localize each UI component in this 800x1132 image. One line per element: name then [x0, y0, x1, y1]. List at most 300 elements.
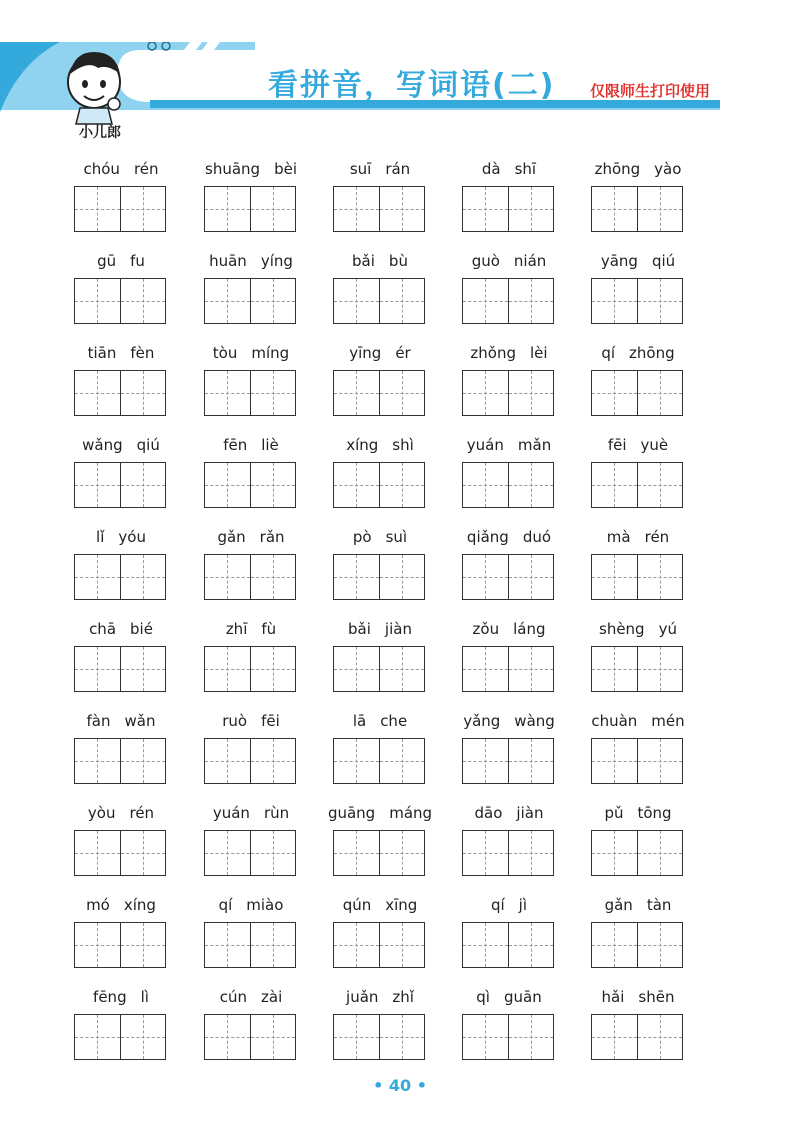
- tianzige-cell[interactable]: [205, 463, 250, 507]
- tianzige-cell[interactable]: [120, 647, 166, 691]
- tianzige-cell[interactable]: [463, 555, 508, 599]
- pinyin-label: [60, 528, 182, 546]
- exercise-item: [591, 894, 685, 974]
- pinyin-label: [190, 344, 312, 362]
- tianzige-cell[interactable]: [379, 555, 425, 599]
- tianzige-cell[interactable]: [508, 463, 554, 507]
- exercise-item: [591, 158, 685, 238]
- tianzige-cell[interactable]: [250, 831, 296, 875]
- pinyin-syllable: shēn: [638, 988, 675, 1006]
- writing-box-pair[interactable]: [591, 646, 683, 692]
- tianzige-cell[interactable]: [120, 1015, 166, 1059]
- pinyin-syllable: jiàn: [516, 804, 544, 822]
- tianzige-cell[interactable]: [592, 371, 637, 415]
- tianzige-cell[interactable]: [334, 555, 379, 599]
- pinyin-syllable: juǎn: [346, 988, 379, 1006]
- tianzige-cell[interactable]: [75, 739, 120, 783]
- pinyin-label: [577, 804, 699, 822]
- exercise-item: [591, 250, 685, 330]
- tianzige-cell[interactable]: [334, 647, 379, 691]
- tianzige-cell[interactable]: [250, 371, 296, 415]
- tianzige-cell[interactable]: [463, 739, 508, 783]
- writing-box-pair[interactable]: [591, 462, 683, 508]
- writing-box-pair[interactable]: [591, 830, 683, 876]
- pinyin-syllable: lā: [352, 712, 367, 730]
- pinyin-label: [190, 252, 312, 270]
- pinyin-syllable: xíng: [346, 436, 379, 454]
- exercise-item: [462, 618, 556, 698]
- tianzige-cell[interactable]: [120, 463, 166, 507]
- tianzige-cell[interactable]: [592, 1015, 637, 1059]
- tianzige-cell[interactable]: [508, 279, 554, 323]
- pinyin-syllable: fēn: [223, 436, 248, 454]
- writing-box-pair[interactable]: [74, 646, 166, 692]
- tianzige-cell[interactable]: [637, 279, 683, 323]
- pinyin-syllable: dà: [481, 160, 501, 178]
- tianzige-cell[interactable]: [592, 463, 637, 507]
- pinyin-syllable: chuàn: [591, 712, 638, 730]
- tianzige-cell[interactable]: [205, 1015, 250, 1059]
- exercise-item: [74, 986, 168, 1066]
- writing-box-pair[interactable]: [591, 186, 683, 232]
- writing-box-pair[interactable]: [462, 186, 554, 232]
- pinyin-syllable: fēng: [93, 988, 127, 1006]
- tianzige-cell[interactable]: [379, 647, 425, 691]
- pinyin-syllable: fù: [261, 620, 277, 638]
- writing-box-pair[interactable]: [333, 186, 425, 232]
- writing-box-pair[interactable]: [462, 462, 554, 508]
- pinyin-syllable: qí: [218, 896, 233, 914]
- pinyin-label: [60, 252, 182, 270]
- exercise-item: [74, 618, 168, 698]
- writing-box-pair[interactable]: [333, 278, 425, 324]
- pinyin-label: [319, 160, 441, 178]
- tianzige-cell[interactable]: [75, 647, 120, 691]
- tianzige-cell[interactable]: [508, 371, 554, 415]
- writing-box-pair[interactable]: [591, 922, 683, 968]
- tianzige-cell[interactable]: [379, 463, 425, 507]
- writing-box-pair[interactable]: [333, 462, 425, 508]
- pinyin-syllable: miào: [246, 896, 284, 914]
- tianzige-cell[interactable]: [205, 371, 250, 415]
- tianzige-cell[interactable]: [637, 187, 683, 231]
- tianzige-cell[interactable]: [334, 831, 379, 875]
- pinyin-syllable: mó: [86, 896, 110, 914]
- writing-box-pair[interactable]: [333, 370, 425, 416]
- tianzige-cell[interactable]: [205, 831, 250, 875]
- pinyin-syllable: yòu: [87, 804, 116, 822]
- pinyin-syllable: xíng: [123, 896, 156, 914]
- writing-box-pair[interactable]: [591, 1014, 683, 1060]
- tianzige-cell[interactable]: [592, 279, 637, 323]
- tianzige-cell[interactable]: [379, 1015, 425, 1059]
- tianzige-cell[interactable]: [463, 463, 508, 507]
- pinyin-label: [448, 528, 570, 546]
- tianzige-cell[interactable]: [120, 739, 166, 783]
- pinyin-syllable: suī: [349, 160, 372, 178]
- exercise-item: [74, 342, 168, 422]
- exercise-item: [333, 250, 427, 330]
- pinyin-syllable: shèng: [599, 620, 645, 638]
- pinyin-syllable: bèi: [274, 160, 297, 178]
- pinyin-label: [577, 620, 699, 638]
- tianzige-cell[interactable]: [463, 831, 508, 875]
- exercise-item: [333, 894, 427, 974]
- pinyin-syllable: yāng: [600, 252, 638, 270]
- tianzige-cell[interactable]: [120, 555, 166, 599]
- tianzige-cell[interactable]: [463, 923, 508, 967]
- pinyin-syllable: rén: [129, 804, 155, 822]
- exercise-item: [204, 158, 298, 238]
- pinyin-label: [319, 804, 441, 822]
- tianzige-cell[interactable]: [508, 647, 554, 691]
- exercise-item: [204, 894, 298, 974]
- pinyin-label: [190, 988, 312, 1006]
- tianzige-cell[interactable]: [592, 187, 637, 231]
- tianzige-cell[interactable]: [379, 831, 425, 875]
- writing-box-pair[interactable]: [333, 738, 425, 784]
- tianzige-cell[interactable]: [250, 463, 296, 507]
- exercise-item: [74, 250, 168, 330]
- tianzige-cell[interactable]: [379, 371, 425, 415]
- exercise-item: [591, 434, 685, 514]
- writing-box-pair[interactable]: [74, 738, 166, 784]
- writing-box-pair[interactable]: [462, 738, 554, 784]
- pinyin-syllable: tiān: [87, 344, 117, 362]
- tianzige-cell[interactable]: [250, 647, 296, 691]
- pinyin-label: [60, 160, 182, 178]
- tianzige-cell[interactable]: [75, 1015, 120, 1059]
- tianzige-cell[interactable]: [379, 279, 425, 323]
- pinyin-syllable: hǎi: [601, 988, 625, 1006]
- writing-box-pair[interactable]: [204, 922, 296, 968]
- exercise-item: [74, 802, 168, 882]
- pinyin-syllable: liè: [261, 436, 279, 454]
- pinyin-syllable: lì: [140, 988, 149, 1006]
- exercise-item: [74, 710, 168, 790]
- mascot-label: 小儿郎: [79, 125, 121, 141]
- tianzige-cell[interactable]: [75, 279, 120, 323]
- pinyin-syllable: pǔ: [604, 804, 624, 822]
- pinyin-syllable: ruò: [222, 712, 248, 730]
- pinyin-syllable: rùn: [263, 804, 290, 822]
- pinyin-syllable: láng: [513, 620, 546, 638]
- pinyin-label: [577, 436, 699, 454]
- pinyin-syllable: xīng: [385, 896, 418, 914]
- writing-box-pair[interactable]: [74, 554, 166, 600]
- writing-box-pair[interactable]: [204, 462, 296, 508]
- pinyin-label: [190, 436, 312, 454]
- pinyin-label: [60, 436, 182, 454]
- exercise-item: [74, 526, 168, 606]
- tianzige-cell[interactable]: [637, 647, 683, 691]
- tianzige-cell[interactable]: [205, 647, 250, 691]
- tianzige-cell[interactable]: [334, 371, 379, 415]
- writing-box-pair[interactable]: [333, 554, 425, 600]
- exercise-item: [333, 710, 427, 790]
- tianzige-cell[interactable]: [379, 187, 425, 231]
- writing-box-pair[interactable]: [462, 830, 554, 876]
- tianzige-cell[interactable]: [75, 555, 120, 599]
- pinyin-label: [190, 620, 312, 638]
- pinyin-syllable: yuè: [640, 436, 669, 454]
- tianzige-cell[interactable]: [592, 923, 637, 967]
- writing-box-pair[interactable]: [591, 738, 683, 784]
- pinyin-syllable: fèn: [130, 344, 155, 362]
- pinyin-label: [448, 252, 570, 270]
- pinyin-syllable: wàng: [514, 712, 555, 730]
- writing-box-pair[interactable]: [74, 830, 166, 876]
- tianzige-cell[interactable]: [379, 923, 425, 967]
- tianzige-cell[interactable]: [463, 1015, 508, 1059]
- writing-box-pair[interactable]: [204, 830, 296, 876]
- pinyin-label: [319, 344, 441, 362]
- tianzige-cell[interactable]: [334, 739, 379, 783]
- pinyin-label: [448, 712, 570, 730]
- tianzige-cell[interactable]: [637, 831, 683, 875]
- tianzige-cell[interactable]: [205, 739, 250, 783]
- exercise-item: [462, 158, 556, 238]
- pinyin-syllable: jì: [518, 896, 528, 914]
- tianzige-cell[interactable]: [334, 463, 379, 507]
- writing-box-pair[interactable]: [333, 1014, 425, 1060]
- exercise-item: [204, 250, 298, 330]
- writing-box-pair[interactable]: [333, 830, 425, 876]
- pinyin-syllable: che: [380, 712, 408, 730]
- tianzige-cell[interactable]: [120, 831, 166, 875]
- writing-box-pair[interactable]: [74, 1014, 166, 1060]
- pinyin-syllable: duó: [522, 528, 552, 546]
- pinyin-syllable: qiú: [136, 436, 160, 454]
- pinyin-syllable: yíng: [260, 252, 293, 270]
- tianzige-cell[interactable]: [334, 1015, 379, 1059]
- pinyin-syllable: bǎi: [352, 252, 375, 270]
- tianzige-cell[interactable]: [508, 739, 554, 783]
- writing-box-pair[interactable]: [204, 278, 296, 324]
- tianzige-cell[interactable]: [75, 463, 120, 507]
- tianzige-cell[interactable]: [250, 923, 296, 967]
- pinyin-syllable: wǎn: [124, 712, 156, 730]
- pinyin-label: [319, 436, 441, 454]
- tianzige-cell[interactable]: [508, 187, 554, 231]
- pinyin-syllable: tōng: [637, 804, 672, 822]
- exercise-item: [462, 526, 556, 606]
- writing-box-pair[interactable]: [204, 1014, 296, 1060]
- tianzige-cell[interactable]: [637, 463, 683, 507]
- tianzige-cell[interactable]: [120, 923, 166, 967]
- pinyin-label: [448, 436, 570, 454]
- writing-box-pair[interactable]: [591, 554, 683, 600]
- pinyin-syllable: bǎi: [348, 620, 371, 638]
- tianzige-cell[interactable]: [637, 739, 683, 783]
- exercise-item: [462, 710, 556, 790]
- exercise-item: [333, 618, 427, 698]
- pinyin-label: [190, 712, 312, 730]
- pinyin-syllable: lèi: [530, 344, 548, 362]
- tianzige-cell[interactable]: [75, 187, 120, 231]
- pinyin-label: [319, 528, 441, 546]
- writing-box-pair[interactable]: [591, 370, 683, 416]
- pinyin-syllable: yǎng: [463, 712, 501, 730]
- tianzige-cell[interactable]: [250, 555, 296, 599]
- writing-box-pair[interactable]: [74, 278, 166, 324]
- writing-box-pair[interactable]: [462, 922, 554, 968]
- tianzige-cell[interactable]: [592, 647, 637, 691]
- pinyin-label: [577, 160, 699, 178]
- pinyin-syllable: máng: [389, 804, 433, 822]
- tianzige-cell[interactable]: [379, 739, 425, 783]
- writing-box-pair[interactable]: [462, 554, 554, 600]
- exercise-item: [591, 802, 685, 882]
- exercise-item: [462, 894, 556, 974]
- print-notice: 仅限师生打印使用: [590, 82, 711, 100]
- pinyin-label: [577, 528, 699, 546]
- writing-box-pair[interactable]: [333, 922, 425, 968]
- tianzige-cell[interactable]: [637, 1015, 683, 1059]
- tianzige-cell[interactable]: [592, 555, 637, 599]
- exercise-item: [462, 250, 556, 330]
- tianzige-cell[interactable]: [205, 187, 250, 231]
- exercise-item: [74, 894, 168, 974]
- writing-box-pair[interactable]: [462, 1014, 554, 1060]
- pinyin-label: [319, 620, 441, 638]
- pinyin-label: [448, 988, 570, 1006]
- tianzige-cell[interactable]: [463, 279, 508, 323]
- writing-box-pair[interactable]: [333, 646, 425, 692]
- tianzige-cell[interactable]: [250, 279, 296, 323]
- pinyin-label: [448, 896, 570, 914]
- pinyin-syllable: yú: [658, 620, 677, 638]
- pinyin-syllable: jiàn: [384, 620, 412, 638]
- pinyin-syllable: bié: [130, 620, 153, 638]
- tianzige-cell[interactable]: [75, 923, 120, 967]
- pinyin-label: [577, 252, 699, 270]
- pinyin-label: [577, 712, 699, 730]
- writing-box-pair[interactable]: [204, 370, 296, 416]
- tianzige-cell[interactable]: [637, 923, 683, 967]
- tianzige-cell[interactable]: [463, 647, 508, 691]
- pinyin-syllable: tòu: [212, 344, 238, 362]
- tianzige-cell[interactable]: [637, 371, 683, 415]
- tianzige-cell[interactable]: [120, 279, 166, 323]
- exercise-item: [591, 342, 685, 422]
- tianzige-cell[interactable]: [334, 923, 379, 967]
- exercise-item: [333, 158, 427, 238]
- exercise-item: [591, 526, 685, 606]
- pinyin-syllable: shì: [392, 436, 414, 454]
- writing-box-pair[interactable]: [74, 462, 166, 508]
- tianzige-cell[interactable]: [205, 279, 250, 323]
- pinyin-syllable: huān: [209, 252, 247, 270]
- pinyin-label: [60, 344, 182, 362]
- tianzige-cell[interactable]: [508, 923, 554, 967]
- pinyin-label: [60, 804, 182, 822]
- pinyin-syllable: qí: [490, 896, 505, 914]
- exercise-item: [204, 986, 298, 1066]
- writing-box-pair[interactable]: [74, 370, 166, 416]
- pinyin-syllable: guān: [503, 988, 542, 1006]
- pinyin-syllable: yuán: [212, 804, 250, 822]
- pinyin-syllable: guāng: [327, 804, 376, 822]
- pinyin-syllable: wǎng: [82, 436, 123, 454]
- page-title: 看拼音，写词语(二): [268, 68, 556, 103]
- tianzige-cell[interactable]: [120, 187, 166, 231]
- tianzige-cell[interactable]: [250, 739, 296, 783]
- tianzige-cell[interactable]: [205, 923, 250, 967]
- tianzige-cell[interactable]: [592, 831, 637, 875]
- writing-box-pair[interactable]: [462, 646, 554, 692]
- pinyin-label: [577, 988, 699, 1006]
- exercise-item: [333, 434, 427, 514]
- tianzige-cell[interactable]: [75, 831, 120, 875]
- pinyin-syllable: rén: [644, 528, 670, 546]
- pinyin-syllable: yīng: [349, 344, 382, 362]
- pinyin-syllable: rén: [133, 160, 159, 178]
- writing-box-pair[interactable]: [462, 370, 554, 416]
- tianzige-cell[interactable]: [463, 187, 508, 231]
- pinyin-syllable: mà: [606, 528, 631, 546]
- tianzige-cell[interactable]: [250, 187, 296, 231]
- tianzige-cell[interactable]: [637, 555, 683, 599]
- exercise-item: [591, 710, 685, 790]
- writing-box-pair[interactable]: [204, 554, 296, 600]
- pinyin-label: [60, 620, 182, 638]
- writing-box-pair[interactable]: [74, 186, 166, 232]
- exercise-item: [204, 710, 298, 790]
- pinyin-syllable: lǐ: [96, 528, 105, 546]
- tianzige-cell[interactable]: [508, 831, 554, 875]
- writing-box-pair[interactable]: [204, 738, 296, 784]
- pinyin-syllable: gǎn: [604, 896, 633, 914]
- exercise-item: [333, 526, 427, 606]
- tianzige-cell[interactable]: [592, 739, 637, 783]
- pinyin-label: [60, 896, 182, 914]
- writing-box-pair[interactable]: [591, 278, 683, 324]
- pinyin-syllable: qiǎng: [466, 528, 509, 546]
- writing-box-pair[interactable]: [204, 186, 296, 232]
- pinyin-label: [319, 896, 441, 914]
- pinyin-syllable: gū: [97, 252, 117, 270]
- tianzige-cell[interactable]: [334, 279, 379, 323]
- writing-box-pair[interactable]: [204, 646, 296, 692]
- exercise-item: [204, 802, 298, 882]
- tianzige-cell[interactable]: [463, 371, 508, 415]
- pinyin-syllable: rán: [385, 160, 411, 178]
- exercise-item: [333, 342, 427, 422]
- pinyin-syllable: nián: [513, 252, 547, 270]
- tianzige-cell[interactable]: [120, 371, 166, 415]
- pinyin-syllable: dāo: [474, 804, 503, 822]
- writing-box-pair[interactable]: [74, 922, 166, 968]
- tianzige-cell[interactable]: [250, 1015, 296, 1059]
- pinyin-syllable: zhī: [225, 620, 248, 638]
- pinyin-syllable: zhōng: [594, 160, 641, 178]
- tianzige-cell[interactable]: [508, 555, 554, 599]
- tianzige-cell[interactable]: [334, 187, 379, 231]
- tianzige-cell[interactable]: [508, 1015, 554, 1059]
- pinyin-syllable: qí: [601, 344, 616, 362]
- pinyin-syllable: fēi: [607, 436, 627, 454]
- pinyin-syllable: mǎn: [517, 436, 552, 454]
- pinyin-label: [448, 160, 570, 178]
- tianzige-cell[interactable]: [75, 371, 120, 415]
- pinyin-syllable: fēi: [261, 712, 280, 730]
- pinyin-label: [577, 344, 699, 362]
- writing-box-pair[interactable]: [462, 278, 554, 324]
- exercise-item: [327, 802, 433, 882]
- tianzige-cell[interactable]: [205, 555, 250, 599]
- pinyin-syllable: tàn: [646, 896, 672, 914]
